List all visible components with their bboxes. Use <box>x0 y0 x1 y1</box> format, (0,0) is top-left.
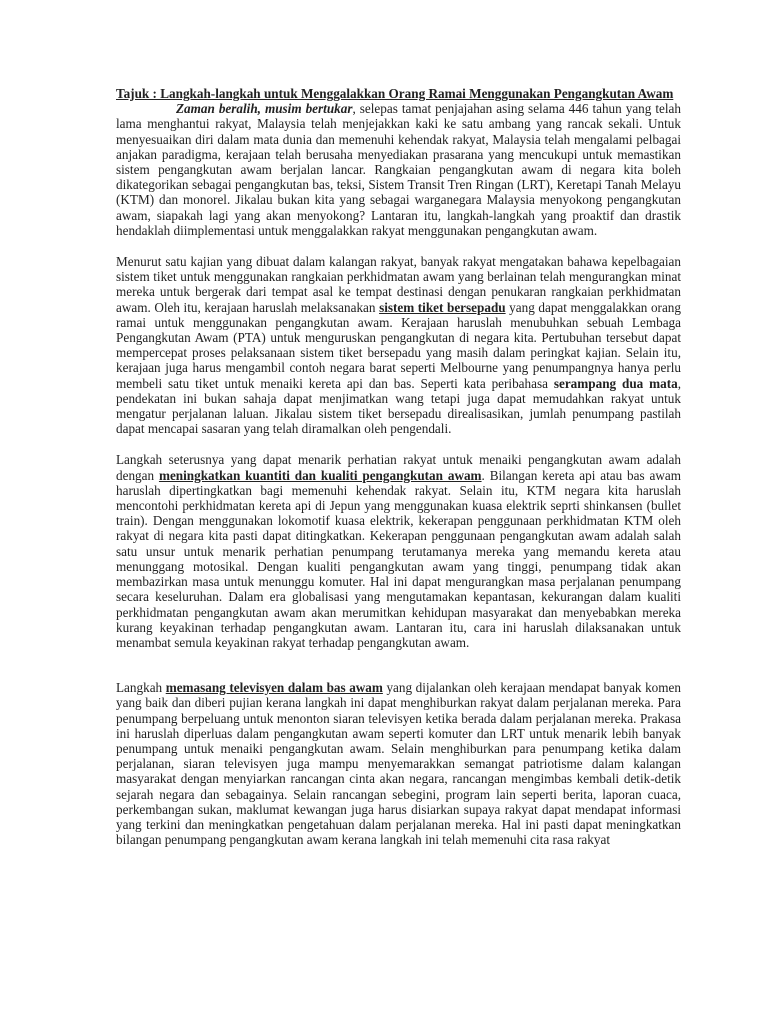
p2-text-1: Menurut satu kajian yang dibuat dalam kalangan rakyat, banyak rakyat mengatakan bahawa kepelbagaian sistem tiket untuk menggunakan rangkaian perkhidmatan awam yang berlainan telah mengurangkan minat mereka untuk bergerak dari tempat asal ke tempat destinasi dengan penukaran rangkaian perkhidmatan awam. Oleh itu, kerajaan haruslah melaksanakan <box>116 254 681 315</box>
paragraph-quantity-quality <box>116 452 681 650</box>
document-page <box>116 86 681 847</box>
p2-text-3: , pendekatan ini bukan sahaja dapat menjimatkan wang tetapi juga dapat memudahkan rakyat untuk mengatur perjalanan laluan. Jikalau sistem tiket bersepadu direalisasikan, jumlah penumpang pastilah dapat mencapai sasaran yang telah diramalkan oleh pengendali. <box>116 375 681 437</box>
document-title: Tajuk : Langkah-langkah untuk Menggalakkan Orang Ramai Menggunakan Pengangkutan Awam <box>116 86 674 101</box>
paragraph-integrated-ticket <box>116 254 681 436</box>
p3-text-1: Langkah seterusnya yang dapat menarik perhatian rakyat untuk menaiki pengangkutan awam adalah dengan <box>116 452 681 483</box>
p4-keyword-bus-television: memasang televisyen dalam bas awam <box>165 680 383 696</box>
p3-keyword-quantity-quality: meningkatkan kuantiti dan kualiti pengangkutan awam <box>158 467 482 483</box>
paragraph-spacer <box>116 436 681 452</box>
intro-text: , selepas tamat penjajahan asing selama 446 tahun yang telah lama menghantui rakyat, Malaysia telah menjejakkan kaki ke satu ambang yang rancak sekali. Untuk menyesuaikan diri dalam mata dunia dan memenuhi kehendak rakyat, Malaysia telah mengalami pelbagai anjakan paradigma, kerajaan telah berusaha menyediakan prasarana yang mencukupi untuk memastikan sistem pengangkutan awam berjalan lancar. Rangkaian pengangkutan awam di negara kita boleh dikategorikan sebagai pengangkutan bas, teksi, Sistem Transit Tren Ringan (LRT), Keretapi Tanah Melayu (KTM) dan monorel. Jikalau bukan kita yang sebagai warganegara Malaysia menyokong pengangkutan awam, siapakah lagi yang akan menyokong? Lantaran itu, langkah-langkah yang proaktif dan drastik hendaklah diimplementasi untuk menggalakkan rakyat menggunakan pengangkutan awam. <box>116 101 681 238</box>
p3-text-2: . Bilangan kereta api atau bas awam haruslah dipertingkatkan bagi memenuhi kehendak rakyat. Selain itu, KTM negara kita haruslah mencontohi perkhidmatan kereta api di Jepun yang menggunakan kuasa elektrik seprti shinkansen (bullet train). Dengan menggunakan lokomotif kuasa elektrik, kekerapan penggunaan perkhidmatan KTM oleh rakyat di negara kita pasti dapat ditingkatkan. Kekerapan penggunaan pengangkutan awam adalah salah satu unsur untuk menarik perhatian penumpang terutamanya mereka yang memandu kereta atau menunggang motosikal. Dengan kualiti pengangkutan awam yang tinggi, penumpang tidak akan membazirkan masa untuk menunggu komuter. Hal ini dapat mengurangkan masa perjalanan penumpang secara keseluruhan. Dalam era globalisasi yang mengutamakan kepantasan, kekurangan dalam kualiti perkhidmatan pengangkutan awam akan merumitkan kehidupan masyarakat dan menyebabkan mereka kurang keyakinan terhadap pengangkutan awam. Lantaran itu, cara ini haruslah dilaksanakan untuk menambat semula keyakinan rakyat terhadap pengangkutan awam. <box>116 467 681 650</box>
paragraph-bus-television <box>116 680 681 847</box>
paragraph-spacer <box>116 238 681 254</box>
p4-text-2: yang dijalankan oleh kerajaan mendapat banyak komen yang baik dan diberi pujian kerana langkah ini dapat menghiburkan rakyat dalam perjalanan mereka. Para penumpang berpeluang untuk menonton siaran televisyen ketika berada dalam perjalanan mereka. Prakasa ini haruslah diperluas dalam pengangkutan awam seperti komuter dan LRT untuk menarik lebih banyak penumpang untuk menaiki pengangkutan awam. Selain menghiburkan para penumpang ketika dalam perjalanan, siaran televisyen juga mampu menyemarakkan semangat patriotisme dalam kalangan masyarakat dengan menyiarkan rancangan cinta akan negara, rancangan mengimbas kembali detik-detik sejarah negara dan sebagainya. Selain rancangan sebegini, program lain seperti berita, laporan cuaca, perkembangan sukan, maklumat kewangan juga harus disiarkan supaya rakyat dapat mendapat informasi yang terkini dan meningkatkan pengetahuan dalam perjalanan mereka. Hal ini pasti dapat meningkatkan bilangan penumpang pengangkutan awam kerana langkah ini telah memenuhi cita rasa rakyat <box>116 680 681 848</box>
paragraph-spacer <box>116 650 681 680</box>
p2-text-2: yang dapat menggalakkan orang ramai untuk menggunakan pengangkutan awam. Kerajaan haruslah menubuhkan sebuah Lembaga Pengangkutan Awam (PTA) untuk menguruskan pengangkutan di negara kita. Pertubuhan tersebut dapat mempercepat proses pelaksanaan sistem tiket bersepadu yang masih dalam peringkat kajian. Selain itu, kerajaan juga harus mengambil contoh negara barat seperti Melbourne yang penumpangnya hanya perlu membeli satu tiket untuk menaiki kereta api dan bas. Seperti kata peribahasa <box>116 299 681 391</box>
p2-keyword-proverb: serampang dua mata <box>553 375 678 391</box>
p4-text-1: Langkah <box>116 680 166 696</box>
paragraph-intro <box>116 101 681 238</box>
intro-lead-phrase: Zaman beralih, musim bertukar <box>176 101 353 117</box>
p2-keyword-integrated-ticket: sistem tiket bersepadu <box>379 299 506 315</box>
